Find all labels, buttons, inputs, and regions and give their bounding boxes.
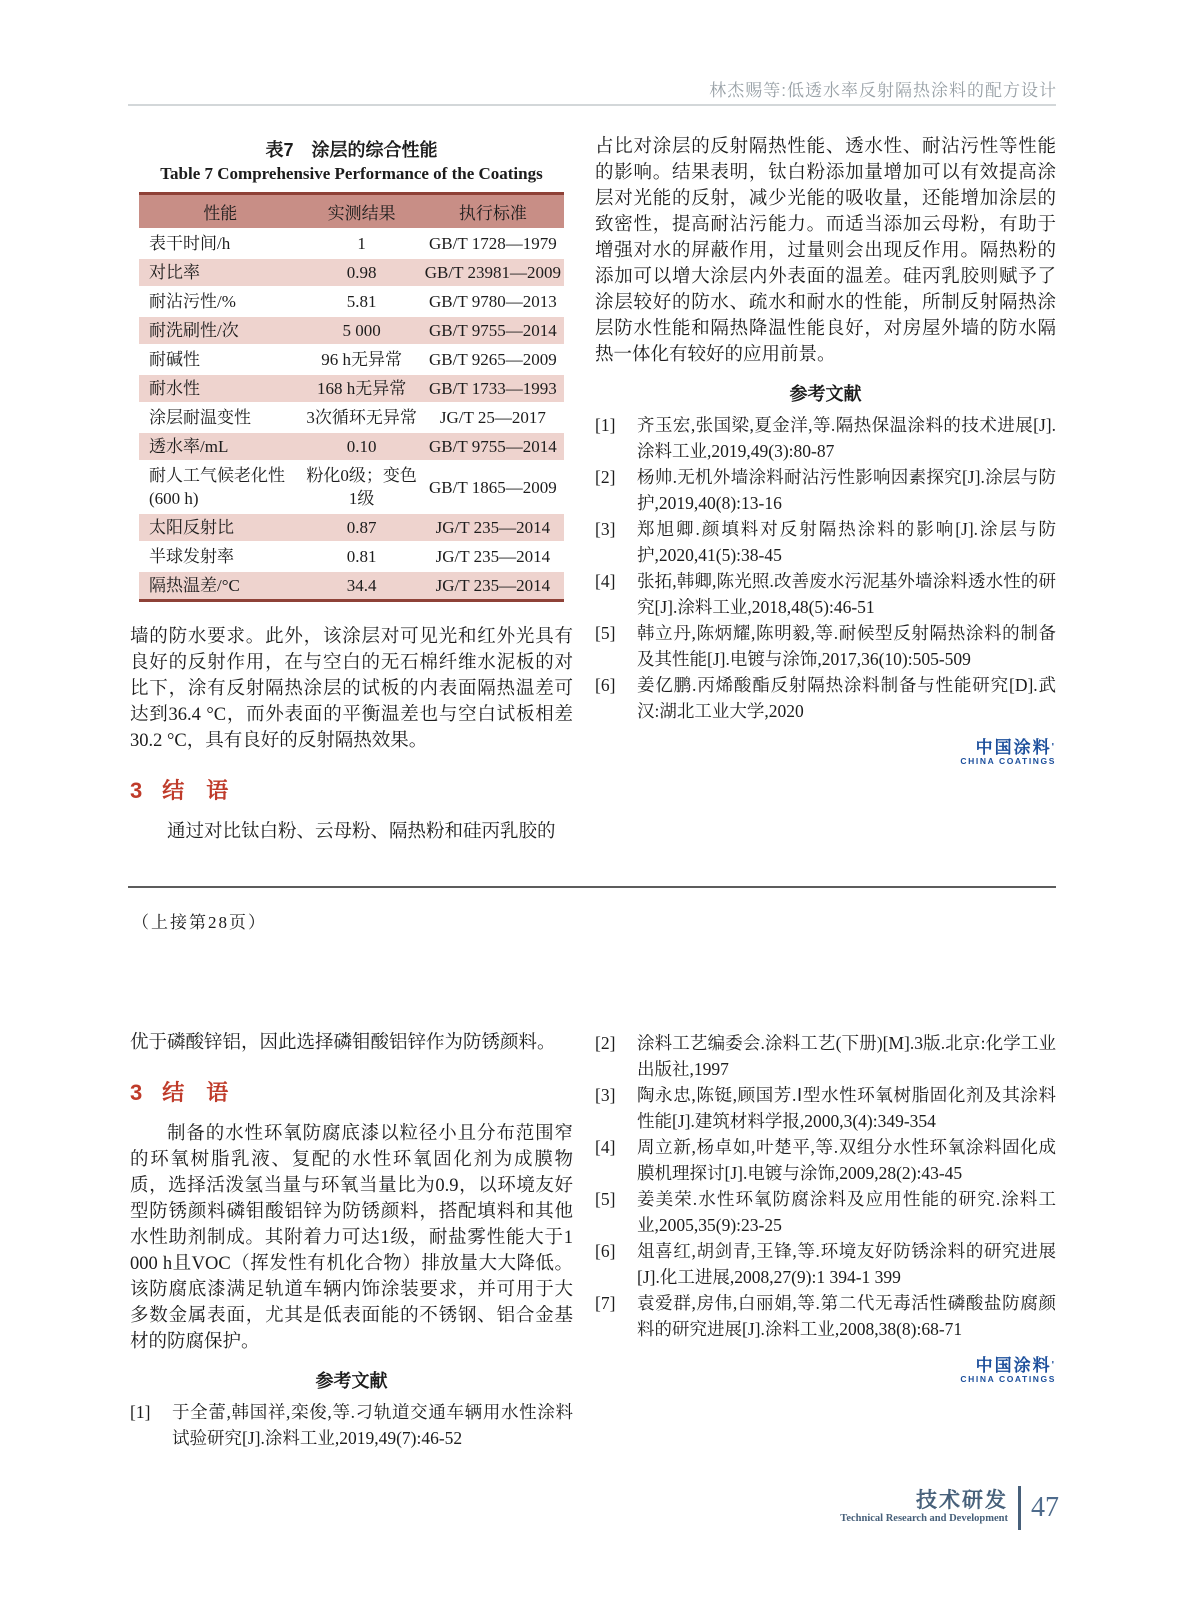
reference-text: 齐玉宏,张国梁,夏金洋,等.隔热保温涂料的技术进展[J].涂料工业,2019,49(3):80-87: [637, 415, 1056, 461]
property-cell: 透水率/mL: [149, 437, 229, 456]
table-row: [139, 229, 564, 258]
property-cell: 隔热温差/°C: [149, 576, 240, 595]
reference-text: 涂料工艺编委会.涂料工艺(下册)[M].3版.北京:化学工业出版社,1997: [637, 1033, 1056, 1079]
reference-label: [7]: [595, 1293, 616, 1313]
table-row: [139, 571, 564, 601]
standard-cell: GB/T 9265—2009: [429, 350, 557, 369]
body-paragraph: 占比对涂层的反射隔热性能、透水性、耐沾污性等性能的影响。结果表明，钛白粉添加量增加可以有效提高涂层对光能的反射，减少光能的吸收量，还能增加涂层的致密性，提高耐沾污能力。而适当添加云母粉，有助于增强对水的屏蔽作用，过量则会出现反作用。隔热粉的添加可以增大涂层内外表面的温差。硅丙乳胶则赋予了涂层较好的防水、疏水和耐水的性能，所制反射隔热涂层防水性能和隔热降温性能良好，对房屋外墙的防水隔热一体化有较好的应用前景。: [595, 137, 1056, 365]
article2-columns: [130, 1030, 1056, 1451]
table-row: [139, 287, 564, 316]
property-cell: 表干时间/h: [149, 234, 231, 253]
footer-divider-bar: [1018, 1486, 1021, 1530]
result-cell: 粉化0级；变色1级: [306, 466, 417, 508]
table7-title-en: Table 7 Comprehensive Performance of the Coatings: [160, 164, 543, 183]
reference-text: 姜亿鹏.丙烯酸酯反射隔热涂料制备与性能研究[D].武汉:湖北工业大学,2020: [637, 675, 1056, 721]
result-cell: 0.10: [346, 437, 377, 456]
result-cell: 0.98: [346, 263, 377, 282]
section-heading-conclusion: [130, 774, 573, 805]
reference-item: [595, 1030, 1056, 1082]
reference-item: [595, 672, 1056, 724]
table-row: [139, 374, 564, 403]
reference-item: [595, 1290, 1056, 1342]
column-header: 性能: [139, 194, 302, 230]
standard-cell: JG/T 235—2014: [435, 547, 551, 566]
property-cell: 太阳反射比: [149, 518, 234, 537]
column-header: 实测结果: [302, 194, 422, 230]
standard-cell: GB/T 9755—2014: [429, 437, 557, 456]
page-number: 47: [1031, 1492, 1059, 1523]
section-number: 3: [130, 778, 143, 803]
references-heading: 参考文献: [315, 1371, 388, 1391]
table7-performance-table: [139, 192, 564, 602]
reference-text: 周立新,杨卓如,叶楚平,等.双组分水性环氧涂料固化成膜机理探讨[J].电镀与涂饰,2009,28(2):43-45: [637, 1137, 1056, 1183]
reference-item: [595, 516, 1056, 568]
references-heading: 参考文献: [789, 384, 862, 404]
logo-text-cn: 中国涂料': [975, 1356, 1056, 1375]
article1-right-column: [595, 134, 1056, 845]
continuation-note: （上接第28页）: [132, 913, 267, 932]
standard-cell: JG/T 25—2017: [439, 408, 546, 427]
body-paragraph: 制备的水性环氧防腐底漆以粒径小且分布范围窄的环氧树脂乳液、复配的水性环氧固化剂为成膜物质，选择活泼氢当量与环氧当量比为0.9，以环境友好型防锈颜料磷钼酸铝锌为防锈颜料，搭配填料和其他水性助剂制成。其附着力可达1级，耐盐雾性能大于1 000 h且VOC（挥发性有机化合物）排放量大大降低。该防腐底漆满足轨道车辆内饰涂装要求，并可用于大多数金属表面，尤其是低表面能的不锈钢、铝合金基材的防腐保护。: [130, 1124, 573, 1352]
reference-item: [595, 1134, 1056, 1186]
reference-text: 张拓,韩卿,陈光照.改善废水污泥基外墙涂料透水性的研究[J].涂料工业,2018,48(5):46-51: [637, 571, 1056, 617]
result-cell: 168 h无异常: [317, 379, 407, 398]
property-cell: 半球发射率: [149, 547, 234, 566]
table7-title-cn: 表7 涂层的综合性能: [265, 140, 438, 160]
reference-text: 杨帅.无机外墙涂料耐沾污性影响因素探究[J].涂层与防护,2019,40(8):13-16: [637, 467, 1056, 513]
running-head: 林杰赐等:低透水率反射隔热涂料的配方设计: [709, 81, 1057, 100]
reference-label: [6]: [595, 675, 616, 695]
body-paragraph: 优于磷酸锌铝，因此选择磷钼酸铝锌作为防锈颜料。: [130, 1033, 556, 1053]
header-rule: [128, 104, 1056, 106]
table-row: [139, 316, 564, 345]
reference-text: 韩立丹,陈炳耀,陈明毅,等.耐候型反射隔热涂料的制备及其性能[J].电镀与涂饰,2017,36(10):505-509: [637, 623, 1056, 669]
reference-label: [2]: [595, 1033, 616, 1053]
reference-label: [4]: [595, 571, 616, 591]
reference-text: 姜美荣.水性环氧防腐涂料及应用性能的研究.涂料工业,2005,35(9):23-25: [637, 1189, 1056, 1235]
china-coatings-logo: [595, 1358, 1056, 1385]
standard-cell: GB/T 23981—2009: [424, 263, 561, 282]
property-cell: 耐碱性: [149, 350, 200, 369]
reference-item: [595, 1238, 1056, 1290]
reference-label: [2]: [595, 467, 616, 487]
article1-columns: [130, 134, 1056, 845]
reference-item: [595, 1082, 1056, 1134]
reference-item: [130, 1399, 573, 1451]
section-number: 3: [130, 1080, 143, 1105]
standard-cell: JG/T 235—2014: [435, 518, 551, 537]
logo-text-en: CHINA COATINGS: [960, 1374, 1056, 1384]
reference-item: [595, 568, 1056, 620]
table-row: [139, 513, 564, 542]
trademark-mark: ': [1051, 742, 1056, 753]
reference-text: 俎喜红,胡剑青,王锋,等.环境友好防锈涂料的研究进展[J].化工进展,2008,27(9):1 394-1 399: [637, 1241, 1056, 1287]
result-cell: 5.81: [346, 292, 377, 311]
table-row: [139, 403, 564, 432]
article2-right-column: [595, 1030, 1056, 1451]
footer-section-en: Technical Research and Development: [840, 1513, 1008, 1524]
column-header: 执行标准: [422, 194, 564, 230]
table-row: [139, 258, 564, 287]
reference-text: 袁爱群,房伟,白丽娟,等.第二代无毒活性磷酸盐防腐颜料的研究进展[J].涂料工业,2008,38(8):68-71: [637, 1293, 1056, 1339]
article2-left-column: [130, 1030, 573, 1451]
references-list: [595, 412, 1056, 724]
reference-label: [3]: [595, 519, 616, 539]
table-row: [139, 542, 564, 571]
reference-text: 陶永忠,陈铤,顾国芳.Ⅰ型水性环氧树脂固化剂及其涂料性能[J].建筑材料学报,2000,3(4):349-354: [637, 1085, 1056, 1131]
standard-cell: GB/T 9755—2014: [429, 321, 557, 340]
section-title: 结 语: [162, 778, 229, 803]
result-cell: 0.87: [346, 518, 377, 537]
section-title: 结 语: [162, 1080, 229, 1105]
china-coatings-logo: [595, 740, 1056, 767]
logo-text-cn: 中国涂料': [975, 738, 1056, 757]
result-cell: 1: [357, 234, 366, 253]
reference-label: [5]: [595, 1189, 616, 1209]
table-row: [139, 432, 564, 461]
property-cell: 耐人工气候老化性(600 h): [149, 466, 285, 508]
page-footer: [840, 1486, 1059, 1530]
table7-header: [139, 194, 564, 230]
property-cell: 耐洗刷性/次: [149, 321, 239, 340]
trademark-mark: ': [1051, 1360, 1056, 1371]
reference-label: [3]: [595, 1085, 616, 1105]
table7-body: [139, 229, 564, 601]
standard-cell: GB/T 9780—2013: [429, 292, 557, 311]
reference-label: [5]: [595, 623, 616, 643]
reference-item: [595, 620, 1056, 672]
standard-cell: GB/T 1865—2009: [429, 477, 557, 497]
reference-text: 于全蕾,韩国祥,栾俊,等.刁轨道交通车辆用水性涂料试验研究[J].涂料工业,2019,49(7):46-52: [172, 1402, 573, 1448]
table-row: [139, 345, 564, 374]
references-list: [130, 1399, 573, 1451]
article-divider-rule: [128, 886, 1056, 888]
reference-label: [1]: [595, 415, 616, 435]
result-cell: 3次循环无异常: [306, 408, 417, 427]
reference-item: [595, 412, 1056, 464]
body-paragraph: 墙的防水要求。此外，该涂层对可见光和红外光具有良好的反射作用，在与空白的无石棉纤维水泥板的对比下，涂有反射隔热涂层的试板的内表面隔热温差可达到36.4 °C，而外表面的平衡温差也与空白试板相差30.2 °C，具有良好的反射隔热效果。: [130, 627, 573, 751]
body-paragraph: 通过对比钛白粉、云母粉、隔热粉和硅丙乳胶的: [167, 822, 556, 842]
result-cell: 0.81: [346, 547, 377, 566]
property-cell: 耐沾污性/%: [149, 292, 236, 311]
standard-cell: GB/T 1733—1993: [429, 379, 557, 398]
property-cell: 涂层耐温变性: [149, 408, 251, 427]
property-cell: 对比率: [149, 263, 200, 282]
table-row: [139, 461, 564, 513]
article1-left-column: [130, 134, 573, 845]
table-header-row: [139, 194, 564, 230]
logo-text-en: CHINA COATINGS: [960, 756, 1056, 766]
reference-text: 郑旭卿.颜填料对反射隔热涂料的影响[J].涂层与防护,2020,41(5):38-45: [637, 519, 1056, 565]
footer-section-labels: [840, 1490, 1008, 1526]
standard-cell: JG/T 235—2014: [435, 576, 551, 595]
standard-cell: GB/T 1728—1979: [429, 234, 557, 253]
result-cell: 96 h无异常: [321, 350, 403, 369]
reference-label: [1]: [130, 1402, 151, 1422]
result-cell: 5 000: [342, 321, 381, 340]
reference-item: [595, 464, 1056, 516]
reference-label: [6]: [595, 1241, 616, 1261]
result-cell: 34.4: [346, 576, 377, 595]
reference-item: [595, 1186, 1056, 1238]
footer-section-cn: 技术研发: [916, 1489, 1008, 1512]
section-heading-conclusion: [130, 1076, 573, 1107]
references-list: [595, 1030, 1056, 1342]
property-cell: 耐水性: [149, 379, 200, 398]
reference-label: [4]: [595, 1137, 616, 1157]
